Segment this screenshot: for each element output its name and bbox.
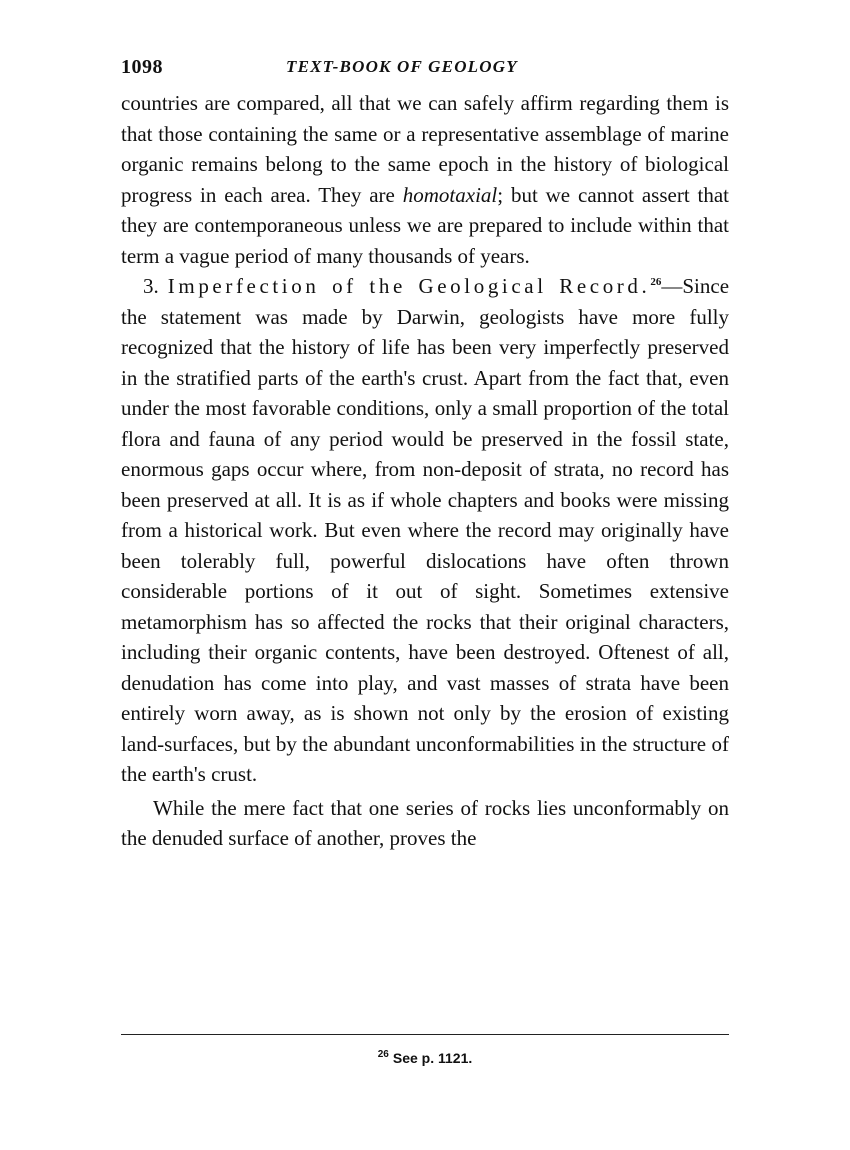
paragraph-1-text-b: ; but we cannot assert that they are contemporaneous unless we are prepared to include within that term a vague period of many thousands of years. (121, 182, 730, 268)
running-head (121, 56, 729, 86)
paragraph-1-text-a: countries are compared, all that we can safely affirm regarding them is that those containing the same or a representative assemblage of marine organic remains belong to the same epoch in the history of biological progress in each area. They are (121, 91, 729, 207)
paragraph-3-text: While the mere fact that one series of rocks lies unconformably on the denuded surface of another, proves the (121, 795, 729, 850)
footnote-text: See p. 1121. (392, 1050, 473, 1066)
paragraph-3 (121, 793, 729, 854)
paragraph-2-text: —Since the statement was made by Darwin, geologists have more fully recognized that the history of life has been very imperfectly preserved in the stratified parts of the earth's crust. Apart from the fact that, even under the most favorable conditions, only a small proportion of the total flora and fauna of any period would be preserved in the fossil state, enormous gaps occur where, from non-deposit of strata, no record has been preserved at all. It is as if whole chapters and books were missing from a historical work. But even where the record may originally have been tolerably full, powerful dislocations have often thrown considerable portions of it out of sight. Sometimes extensive metamorphism has so affected the rocks that their original characters, including their organic contents, have been destroyed. Oftenest of all, denudation has come into play, and vast masses of strata have been entirely worn away, as is shown not only by the erosion of existing land-surfaces, but by the abundant unconformabilities in the structure of the earth's crust. (121, 274, 730, 786)
footnote-divider (121, 1034, 729, 1035)
paragraph-2 (121, 271, 729, 790)
body-text (121, 88, 729, 854)
footnote (0, 1050, 850, 1066)
running-title: TEXT-BOOK OF GEOLOGY (286, 57, 518, 76)
page-number: 1098 (121, 56, 163, 78)
section-number: 3. (143, 274, 159, 298)
footnote-reference[interactable]: 26 (650, 276, 662, 288)
italic-term: homotaxial (402, 182, 498, 207)
page-content (121, 56, 729, 854)
paragraph-1 (121, 88, 729, 271)
section-heading: Imperfection of the Geological Record. (167, 274, 651, 298)
footnote-mark: 26 (377, 1049, 389, 1061)
